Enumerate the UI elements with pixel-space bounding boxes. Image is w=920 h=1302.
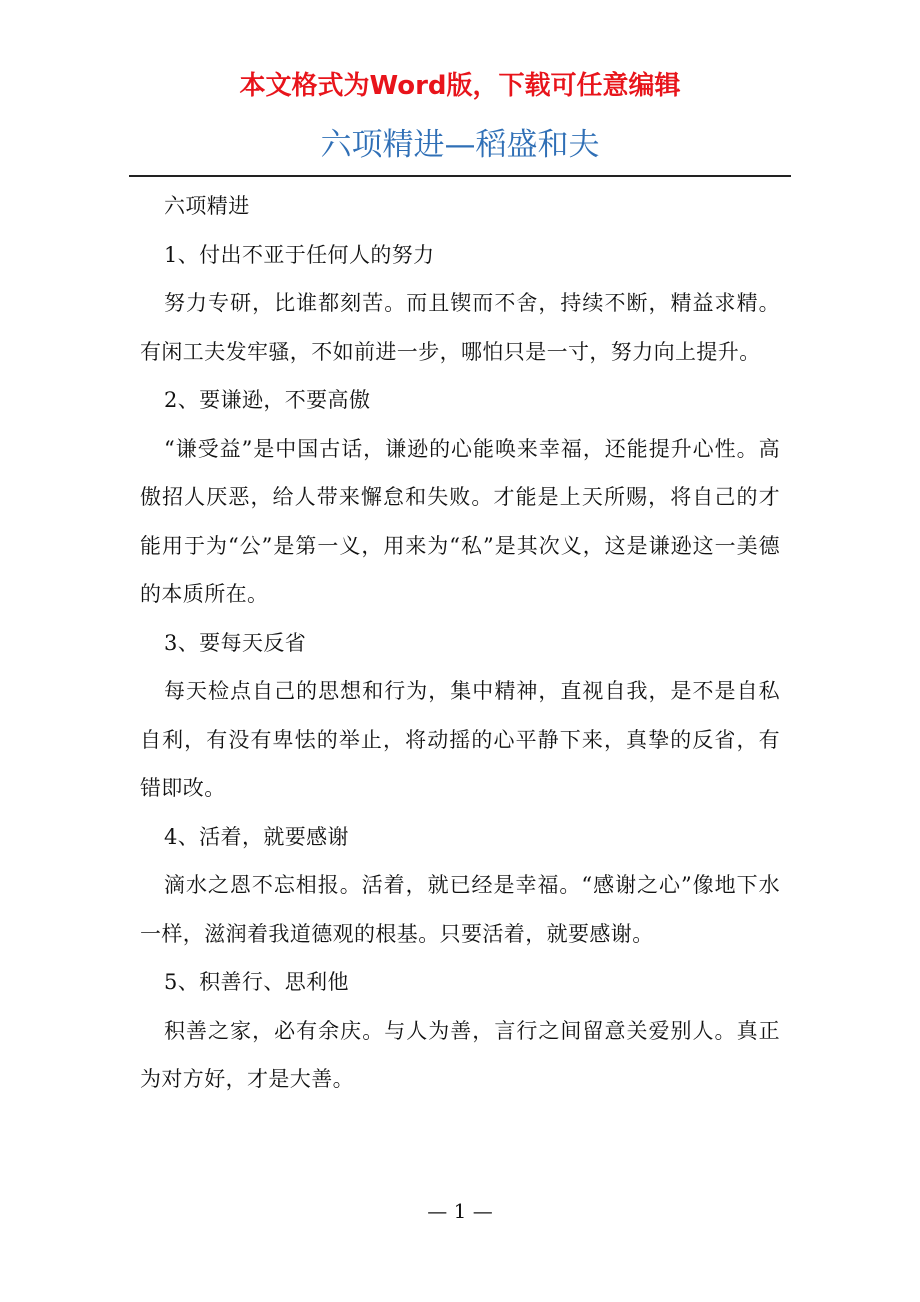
format-notice: 本文格式为Word版，下载可任意编辑	[239, 71, 681, 101]
page-number: — 1 —	[427, 1199, 493, 1223]
title-divider	[129, 175, 791, 177]
item-paragraph-4: 滴水之恩不忘相报。活着，就已经是幸福。“感谢之心”像地下水一样，滋润着我道德观的根基。只要活着，就要感谢。	[140, 873, 780, 946]
item-heading-2: 2、要谦逊，不要高傲	[164, 388, 371, 412]
item-paragraph-1: 努力专研，比谁都刻苦。而且锲而不舍，持续不断，精益求精。有闲工夫发牢骚，不如前进一步，哪怕只是一寸，努力向上提升。	[140, 291, 780, 364]
document-title: 六项精进—稻盛和夫	[320, 127, 600, 163]
item-heading-1: 1、付出不亚于任何人的努力	[164, 242, 435, 267]
document-body	[140, 182, 780, 1104]
item-heading-4: 4、活着，就要感谢	[164, 824, 349, 849]
item-paragraph-3: 每天检点自己的思想和行为，集中精神，直视自我，是不是自私自利，有没有卑怯的举止，将动摇的心平静下来，真挚的反省，有错即改。	[140, 679, 780, 800]
item-heading-3: 3、要每天反省	[164, 630, 307, 655]
item-paragraph-5: 积善之家，必有余庆。与人为善，言行之间留意关爱别人。真正为对方好，才是大善。	[140, 1018, 780, 1091]
item-paragraph-2: “谦受益”是中国古话，谦逊的心能唤来幸福，还能提升心性。高傲招人厌恶，给人带来懈怠和失败。才能是上天所赐，将自己的才能用于为“公”是第一义，用来为“私”是其次义，这是谦逊这一美德的本质所在。	[140, 436, 780, 606]
section-heading: 六项精进	[164, 194, 250, 218]
item-heading-5: 5、积善行、思利他	[164, 970, 349, 994]
